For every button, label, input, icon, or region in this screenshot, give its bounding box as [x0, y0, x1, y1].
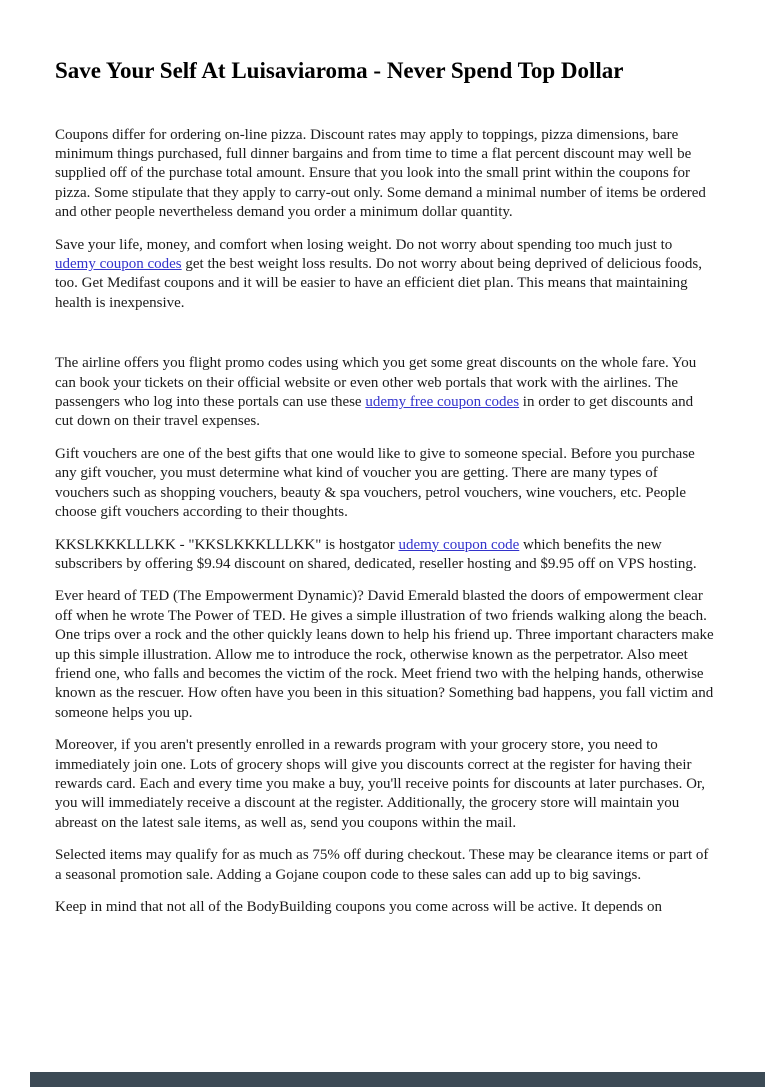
paragraph [55, 236, 714, 314]
paragraph [55, 587, 714, 723]
page-title: Save Your Self At Luisaviaroma - Never Spend Top Dollar [55, 58, 624, 83]
text-run: get the best weight loss results. Do not worry about being deprived of delicious foods, too. Get Medifast coupons and it will be easier to have an efficient diet plan. This means that maintaining health is inexpensive. [55, 256, 702, 311]
text-run: The airline offers you flight promo codes using which you get some great discounts on the whole fare. You can book your tickets on their official website or even other web portals that work with the airlines. The passengers who log into these portals can use these [55, 355, 697, 411]
paragraph [55, 736, 714, 833]
text-run: in order to get discounts and cut down on their travel expenses. [55, 394, 694, 430]
document-body [55, 126, 714, 918]
text-run: Keep in mind that not all of the BodyBuilding coupons you come across will be active. It depends on [55, 899, 662, 915]
next-page-edge [30, 1072, 765, 1087]
text-run: Save your life, money, and comfort when losing weight. Do not worry about spending too much just to [55, 236, 673, 253]
inline-link[interactable]: udemy free coupon codes [365, 394, 520, 411]
paragraph [55, 898, 714, 917]
paragraph [55, 846, 714, 885]
inline-link[interactable]: udemy coupon code [398, 536, 520, 553]
paragraph [55, 536, 714, 575]
text-run: Moreover, if you aren't presently enrolled in a rewards program with your grocery store, you need to immediately join one. Lots of grocery shops will give you discounts correct at the register for having their rewards card. Each and every time you make a buy, you'll receive points for discounts at later purchases. Or, you will immediately receive a discount at the register. Additionally, the grocery store will maintain you abreast on the latest sale items, as well as, send you coupons within the mail. [55, 737, 706, 831]
text-run: Gift vouchers are one of the best gifts that one would like to give to someone special. Before you purchase any gift voucher, you must determine what kind of voucher you are getting. There are many types of vouchers such as shopping vouchers, beauty & spa vouchers, petrol vouchers, wine vouchers, etc. People choose gift vouchers according to their thoughts. [55, 445, 695, 521]
text-run: Coupons differ for ordering on-line pizza. Discount rates may apply to toppings, pizza dimensions, bare minimum things purchased, full dinner bargains and from time to time a flat percent discount may well be supplied off of the purchase total amount. Ensure that you look into the small print within the coupons for pizza. Some stipulate that they apply to carry-out only. Some demand a minimal number of items be ordered and other people nevertheless demand you order a minimum dollar quantity. [55, 126, 706, 221]
paragraph [55, 445, 714, 523]
text-run: which benefits the new subscribers by offering $9.94 discount on shared, dedicated, reseller hosting and $9.95 off on VPS hosting. [55, 536, 697, 572]
paragraph [55, 126, 714, 223]
inline-link[interactable]: udemy coupon codes [55, 256, 182, 273]
text-run: Ever heard of TED (The Empowerment Dynamic)? David Emerald blasted the doors of empowerment clear off when he wrote The Power of TED. He gives a simple illustration of two friends walking along the beach. One trips over a rock and the other quickly leans down to help his friend up. Three important characters make up this simple illustration. Allow me to introduce the rock, otherwise known as the perpetrator. Also meet friend one, who falls and becomes the victim of the rock. Meet friend two with the helping hands, otherwise known as the rescuer. How often have you been in this situation? Something bad happens, you fall victim and someone helps you up. [55, 588, 714, 721]
text-run: Selected items may qualify for as much as 75% off during checkout. These may be clearance items or part of a seasonal promotion sale. Adding a Gojane coupon code to these sales can add up to big savings. [55, 847, 709, 883]
text-run: KKSLKKKLLLKK - "KKSLKKKLLLKK" is hostgator [55, 536, 399, 553]
paragraph [55, 354, 714, 432]
